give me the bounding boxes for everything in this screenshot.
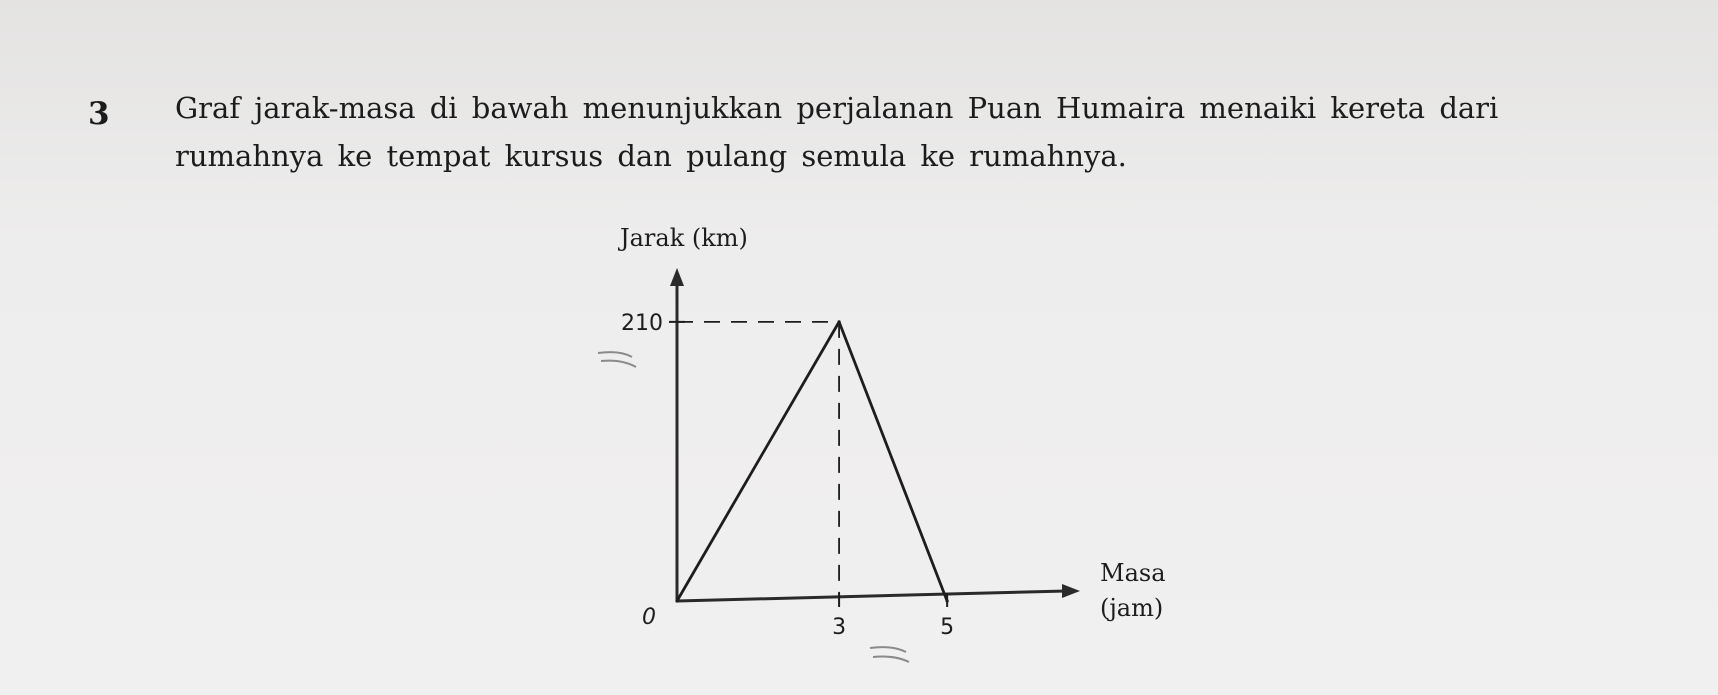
- x-axis-arrow-icon: [1062, 584, 1080, 598]
- question-line-1: Graf jarak-masa di bawah menunjukkan perjalanan Puan Humaira menaiki kereta dari: [175, 91, 1499, 125]
- y-axis-label: Jarak (km): [620, 224, 748, 252]
- question-number: 3: [88, 96, 110, 132]
- question-line-2: rumahnya ke tempat kursus dan pulang semula ke rumahnya.: [175, 139, 1127, 173]
- x-axis-label-line1: Masa: [1100, 559, 1166, 587]
- pencil-mark: [598, 352, 636, 367]
- series-segment-2: [839, 322, 947, 601]
- origin-label: 0: [642, 605, 656, 630]
- y-tick-label: 210: [621, 310, 663, 336]
- series-segment-1: [677, 322, 839, 601]
- x-tick-label: 3: [832, 615, 847, 640]
- x-tick-label: 5: [940, 615, 955, 640]
- x-axis: [677, 591, 1066, 601]
- y-axis-arrow-icon: [670, 268, 684, 286]
- data-point: [837, 320, 840, 323]
- data-point: [675, 599, 678, 602]
- axes: [670, 268, 1080, 601]
- pencil-mark: [870, 647, 909, 662]
- x-axis-label-line2: (jam): [1100, 594, 1164, 622]
